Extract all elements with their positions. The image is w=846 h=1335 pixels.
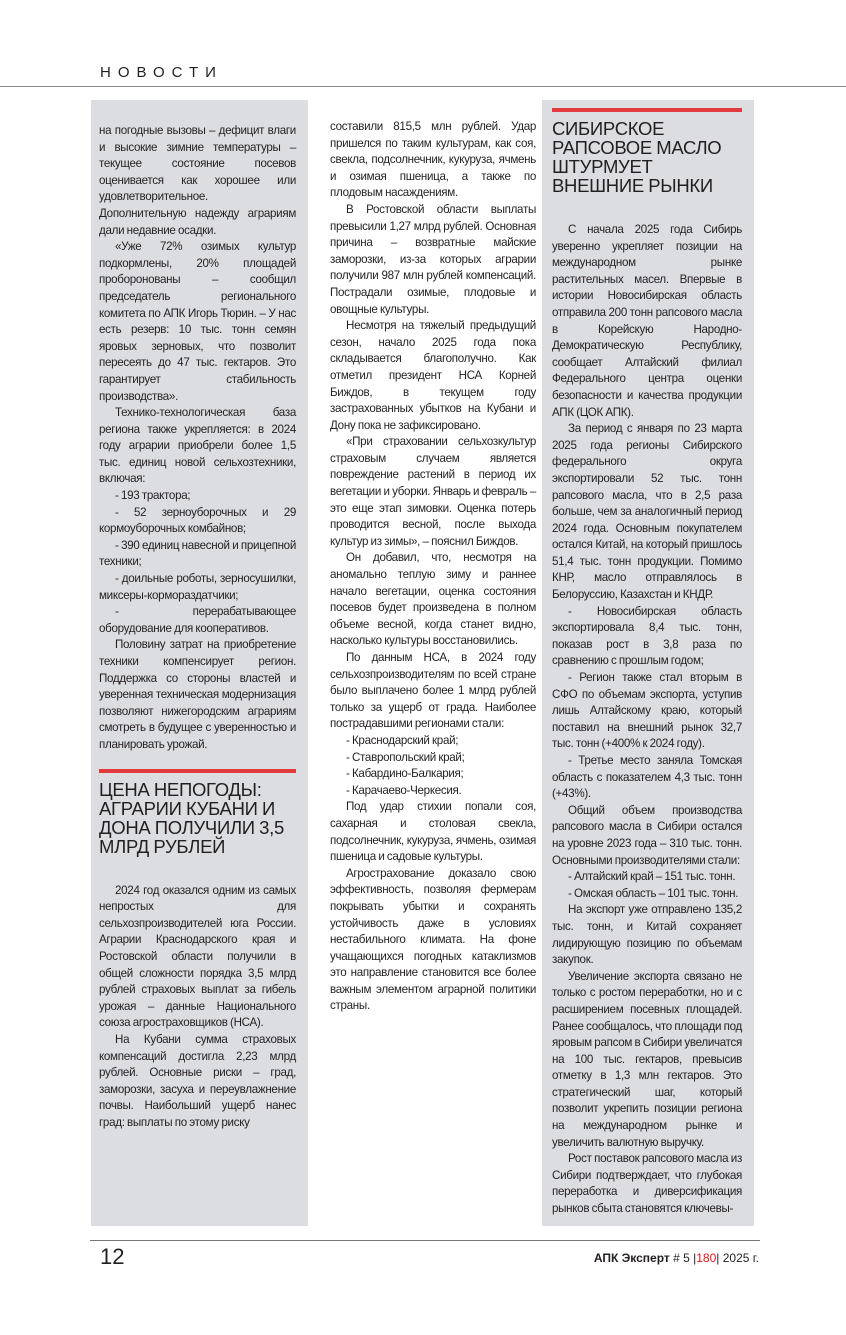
paragraph: составили 815,5 млн рублей. Удар пришелся по таким культурам, как соя, свекла, подсолнечник, кукуруза, ячмень и озимая пшеница, а также по плодовым насаждениям.	[330, 120, 536, 200]
footer-divider	[90, 1240, 760, 1241]
section-title: НОВОСТИ	[100, 64, 223, 81]
article-3-title: СИБИРСКОЕ РАПСОВОЕ МАСЛО ШТУРМУЕТ ВНЕШНИЕ РЫНКИ	[552, 118, 722, 196]
article-2-title: ЦЕНА НЕПОГОДЫ: АГРАРИИ КУБАНИ И ДОНА ПОЛУЧИЛИ 3,5 МЛРД РУБЛЕЙ	[99, 778, 284, 857]
paragraph: Увеличение экспорта связано не только с ростом переработки, но и с расширением посевных площадей. Ранее сообщалось, что площади под яровым рапсом в Сибири увеличатся на 100 тыс. гектаров, превысив отметку в 1,3 млн гектаров. Это стратегический шаг, который позволит укрепить позиции региона на международном рынке и увеличить валютную выручку.	[552, 969, 742, 1149]
paragraph: 2024 год оказался одним из самых непростых для сельхозпроизводителей юга России. Аграрии Краснодарского края и Ростовской области получили в общей сложности порядка 3,5 млрд рублей страховых выплат за гибель урожая – данные Национального союза агростраховщиков (НСА).	[99, 883, 296, 1030]
paragraph: На экспорт уже отправлено 135,2 тыс. тонн, и Китай сохраняет лидирующую позицию по объемам закупок.	[552, 903, 742, 967]
paragraph: Общий объем производства рапсового масла в Сибири остался на уровне 2023 года – 310 тыс. тонн. Основными производителями стали:	[552, 803, 742, 867]
paragraph: По данным НСА, в 2024 году сельхозпроизводителям по всей стране было выплачено более 1 млрд рублей только за ущерб от града. Наиболее пострадавшими регионами стали:	[330, 651, 536, 731]
paragraph: - перерабатывающее оборудование для кооперативов.	[99, 605, 296, 635]
paragraph: - Кабардино-Балкария;	[346, 767, 464, 781]
paragraph: Половину затрат на приобретение техники компенсирует регион. Поддержка со стороны властей и уверенная техническая модернизация позволяют нижегородским аграриям смотреть в будущее с уверенностью и планировать урожай.	[99, 638, 296, 751]
paragraph: - Омская область – 101 тыс. тонн.	[568, 886, 739, 900]
paragraph: - Ставропольский край;	[346, 750, 465, 764]
paragraph: Под удар стихии попали соя, сахарная и столовая свекла, подсолнечник, кукуруза, ячмень, озимая пшеница и садовые культуры.	[330, 800, 536, 864]
column-1	[91, 100, 308, 1226]
paragraph: Технико-технологическая база региона также укрепляется: в 2024 году аграрии приобрели более 1,5 тыс. единиц новой сельхозтехники, включая:	[99, 406, 296, 486]
paragraph: Он добавил, что, несмотря на аномально теплую зиму и раннее начало вегетации, оценка состояния посевов будет произведена в полном объеме весной, когда станет видно, насколько культуры восстановились.	[330, 551, 536, 648]
paragraph: «Уже 72% озимых культур подкормлены, 20% площадей проборонованы – сообщил председатель регионального комитета по АПК Игорь Тюрин. – У нас есть резерв: 10 тыс. тонн семян яровых зерновых, что позволит пересеять до 47 тыс. гектаров. Это гарантирует стабильность производства».	[99, 240, 296, 403]
header-divider	[0, 86, 846, 87]
paragraph: За период с января по 23 марта 2025 года регионы Сибирского федерального округа экспортировали 52 тыс. тонн рапсового масла, что в 2,5 раза больше, чем за аналогичный период 2024 года. Основным покупателем остался Китай, на который пришлось 51,4 тыс. тонн продукции. Помимо КНР, масло отправлялось в Белоруссию, Казахстан и КНДР.	[552, 422, 742, 602]
column-2	[322, 100, 536, 1226]
column-3	[542, 100, 754, 1226]
paragraph: на погодные вызовы – дефицит влаги и высокие зимние температуры – текущее состояние посевов оценивается как хорошее или удовлетворительное. Дополнительную надежду аграриям дали недавние осадки.	[99, 124, 296, 237]
paragraph: - Краснодарский край;	[346, 733, 459, 747]
paragraph: На Кубани сумма страховых компенсаций достигла 2,23 млрд рублей. Основные риски – град, заморозки, засуха и переувлажнение почвы. Наибольший ущерб нанес град: выплаты по этому риску	[99, 1032, 296, 1129]
article-2-body-start	[99, 883, 296, 1132]
issue-number: # 5 |	[673, 1251, 697, 1265]
article-1-continuation	[99, 123, 296, 754]
article-accent-bar	[99, 769, 296, 773]
magazine-issue	[594, 1250, 759, 1266]
paragraph: Рост поставок рапсового масла из Сибири подтверждает, что глубокая переработка и диверсификация рынков сбыта становятся ключевы-	[552, 1152, 742, 1216]
paragraph: - 52 зерноуборочных и 29 кормоуборочных комбайнов;	[99, 505, 296, 536]
article-accent-bar	[552, 108, 742, 112]
paragraph: - Третье место заняла Томская область с показателем 4,3 тыс. тонн (+43%).	[552, 754, 742, 801]
article-3-body	[552, 222, 742, 1218]
paragraph: - Новосибирская область экспортировала 8,4 тыс. тонн, показав рост в 3,8 раза по сравнению с прошлым годом;	[552, 604, 742, 668]
paragraph: - доильные роботы, зерносушилки, миксеры-кормораздатчики;	[99, 572, 296, 602]
article-2-body-continuation	[330, 119, 536, 1015]
issue-total: 180	[696, 1251, 717, 1265]
paragraph: - 193 трактора;	[115, 489, 191, 503]
paragraph: Агрострахование доказало свою эффективность, позволяя фермерам покрывать убытки и сохранять устойчивость даже в условиях нестабильного климата. На фоне учащающихся погодных катаклизмов это направление становится все более важным элементом аграрной политики страны.	[330, 866, 536, 1013]
paragraph: Несмотря на тяжелый предыдущий сезон, начало 2025 года пока складывается благополучно. Как отметил президент НСА Корней Биждов, в текущем году застрахованных убытков на Кубани и Дону пока не зафиксировано.	[330, 319, 536, 432]
page-footer	[0, 1240, 846, 1280]
page-number: 12	[100, 1244, 125, 1269]
paragraph: С начала 2025 года Сибирь уверенно укрепляет позиции на международном рынке растительных масел. Впервые в истории Новосибирская область отправила 200 тонн рапсового масла в Корейскую Народно-Демократическую Республику, сообщает Алтайский филиал Федерального центра оценки безопасности и качества продукции АПК (ЦОК АПК).	[552, 223, 742, 419]
magazine-name: АПК Эксперт	[593, 1251, 670, 1265]
paragraph: «При страховании сельхозкультур страховым случаем является повреждение растений в период их вегетации и уборки. Январь и февраль – это еще этап зимовки. Оценка потерь проводится весной, после выхода культур из зимы», – пояснил Биждов.	[330, 435, 536, 548]
paragraph: - Карачаево-Черкесия.	[346, 783, 462, 797]
paragraph: - Регион также стал вторым в СФО по объемам экспорта, уступив лишь Алтайскому краю, который поставил на внешний рынок 32,7 тыс. тонн (+400% к 2024 году).	[552, 671, 742, 751]
paragraph: - 390 единиц навесной и прицепной техники;	[99, 538, 296, 569]
paragraph: В Ростовской области выплаты превысили 1,27 млрд рублей. Основная причина – возвратные майские заморозки, из-за которых аграрии получили 987 млн рублей компенсаций. Пострадали озимые, плодовые и овощные культуры.	[330, 202, 536, 316]
issue-year: | 2025 г.	[716, 1251, 759, 1265]
paragraph: - Алтайский край – 151 тыс. тонн.	[568, 870, 736, 884]
